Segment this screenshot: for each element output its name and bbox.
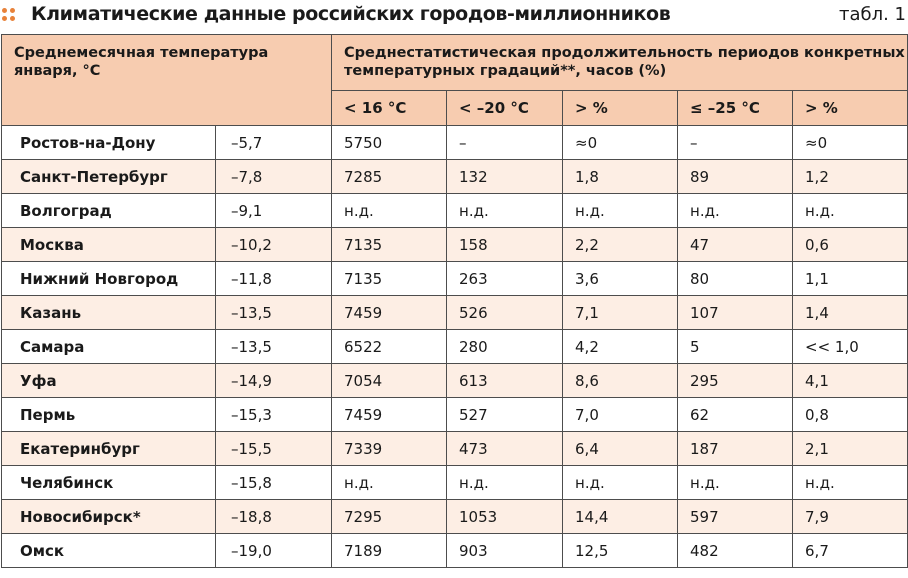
cell-value: 6522 [332,330,447,364]
subheader-4: ≤ –25 °С [678,91,793,126]
cell-value: << 1,0 [793,330,908,364]
cell-value: 903 [447,534,563,568]
cell-value: 4,1 [793,364,908,398]
subheader-2: < –20 °С [447,91,563,126]
table-number: табл. 1 [838,4,906,25]
cell-value: 597 [678,500,793,534]
table-row [2,432,908,466]
cell-value: 295 [678,364,793,398]
cell-value: н.д. [447,194,563,228]
cell-value: н.д. [563,466,678,500]
january-temp: –19,0 [216,534,332,568]
cell-value: 280 [447,330,563,364]
cell-value: 1,8 [563,160,678,194]
cell-value: 526 [447,296,563,330]
city-name: Москва [2,228,216,262]
cell-value: 0,8 [793,398,908,432]
table-row [2,126,908,160]
cell-value: – [678,126,793,160]
january-temp: –13,5 [216,330,332,364]
subheader-1: < 16 °С [332,91,447,126]
table-row [2,500,908,534]
cell-value: 6,7 [793,534,908,568]
cell-value: 6,4 [563,432,678,466]
cell-value: н.д. [332,194,447,228]
cell-value: 7,1 [563,296,678,330]
table-row [2,160,908,194]
january-temp: –10,2 [216,228,332,262]
cell-value: 4,2 [563,330,678,364]
cell-value: 7295 [332,500,447,534]
january-temp: –7,8 [216,160,332,194]
january-temp: –18,8 [216,500,332,534]
col-header-duration-group: Среднестатистическая продолжительность периодов конкретных температурных градаций**, часов (%) [332,35,908,91]
city-name: Челябинск [2,466,216,500]
cell-value: 263 [447,262,563,296]
cell-value: н.д. [793,466,908,500]
cell-value: 5 [678,330,793,364]
cell-value: ≈0 [793,126,908,160]
cell-value: 1,2 [793,160,908,194]
table-title: Климатические данные российских городов-миллионников [31,3,671,25]
subheader-3: > % [563,91,678,126]
table-row [2,534,908,568]
table-row [2,398,908,432]
cell-value: 107 [678,296,793,330]
cell-value: 7135 [332,262,447,296]
cell-value: 187 [678,432,793,466]
cell-value: 89 [678,160,793,194]
cell-value: 1,4 [793,296,908,330]
city-name: Нижний Новгород [2,262,216,296]
city-name: Уфа [2,364,216,398]
january-temp: –15,8 [216,466,332,500]
city-name: Пермь [2,398,216,432]
table-row [2,262,908,296]
cell-value: 2,1 [793,432,908,466]
cell-value: 7054 [332,364,447,398]
cell-value: 473 [447,432,563,466]
cell-value: 47 [678,228,793,262]
city-name: Казань [2,296,216,330]
cell-value: 7285 [332,160,447,194]
col-header-january-temp: Среднемесячная температура января, °С [2,35,332,126]
table-row [2,296,908,330]
cell-value: 1053 [447,500,563,534]
cell-value: 7459 [332,296,447,330]
january-temp: –9,1 [216,194,332,228]
cell-value: 3,6 [563,262,678,296]
cell-value: 62 [678,398,793,432]
table-row [2,194,908,228]
cell-value: 5750 [332,126,447,160]
cell-value: 7,0 [563,398,678,432]
january-temp: –5,7 [216,126,332,160]
cell-value: 158 [447,228,563,262]
january-temp: –13,5 [216,296,332,330]
cell-value: н.д. [678,194,793,228]
january-temp: –11,8 [216,262,332,296]
cell-value: 7459 [332,398,447,432]
cell-value: 1,1 [793,262,908,296]
cell-value: 482 [678,534,793,568]
cell-value: 7135 [332,228,447,262]
cell-value: 80 [678,262,793,296]
table-row [2,330,908,364]
cell-value: 7,9 [793,500,908,534]
cell-value: 527 [447,398,563,432]
january-temp: –15,3 [216,398,332,432]
cell-value: 0,6 [793,228,908,262]
title-bar [0,0,908,32]
cell-value: н.д. [447,466,563,500]
cell-value: н.д. [678,466,793,500]
bullet-dots-icon [2,8,18,24]
climate-table [1,34,908,568]
table-row [2,228,908,262]
cell-value: 2,2 [563,228,678,262]
subheader-5: > % [793,91,908,126]
cell-value: 7339 [332,432,447,466]
city-name: Екатеринбург [2,432,216,466]
table-row [2,364,908,398]
city-name: Самара [2,330,216,364]
cell-value: 14,4 [563,500,678,534]
table-row [2,466,908,500]
city-name: Омск [2,534,216,568]
cell-value: 7189 [332,534,447,568]
city-name: Санкт-Петербург [2,160,216,194]
city-name: Ростов-на-Дону [2,126,216,160]
cell-value: 613 [447,364,563,398]
city-name: Новосибирск* [2,500,216,534]
cell-value: 12,5 [563,534,678,568]
cell-value: 8,6 [563,364,678,398]
cell-value: н.д. [332,466,447,500]
city-name: Волгоград [2,194,216,228]
january-temp: –15,5 [216,432,332,466]
cell-value: – [447,126,563,160]
cell-value: н.д. [563,194,678,228]
january-temp: –14,9 [216,364,332,398]
cell-value: ≈0 [563,126,678,160]
cell-value: н.д. [793,194,908,228]
cell-value: 132 [447,160,563,194]
